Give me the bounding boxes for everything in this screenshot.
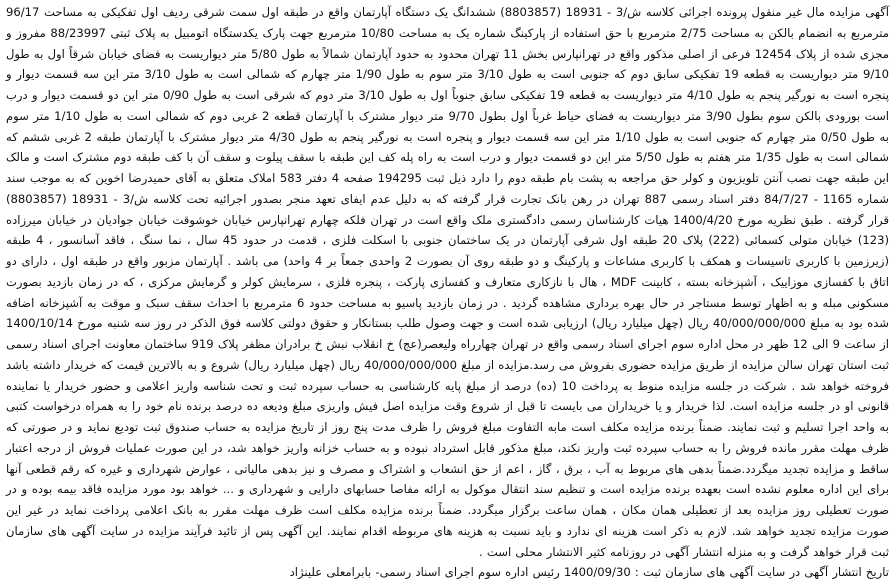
auction-notice: [6, 2, 890, 580]
notice-footer-text: تاریخ انتشار آگهی در سایت آگهی های سازمان ثبت : 1400/09/30 رئیس اداره سوم اجرای اسناد رسمی- بابرامعلی علینژاد: [289, 565, 889, 580]
notice-body-text: آگهی مزایده مال غیر منقول پرونده اجرائی کلاسه ش/3 - 18931 (8803857) ششدانگ یک دستگاه آپارتمان واقع در طبقه اول سمت شرقی ردیف اول تفکیکی به مساحت 96/17 مترمربع به انضمام بالکن به مساحت 2/75 مترمربع با حق استفاده از پارکینگ شماره یک به مساحت 10/80 مترمربع جهت پارک یکدستگاه اتومبیل به پلاک ثبتی 88/23997 مفروز و مجزی شده از پلاک 12454 فرعی از اصلی مذکور واقع در تهرانپارس بخش 11 تهران محدود به حدود آپارتمان شمالاً به طول 5/80 متر دیواریست به فضای خیابان شرقاً اول به طول 9/10 متر دیواریست به قطعه 19 تفکیکی سابق دوم که جنوبی است به طول 3/10 متر سوم به طول 1/90 متر چهارم که شمالی است به طول 3/10 متر این سه قسمت دیوار و پنجره است به نورگیر پنجم به طول 4/10 متر دیواریست به قطعه 19 تفکیکی سابق جنوباً اول به طول 3/10 متر دوم که شرقی است به طول 0/90 متر این دو قسمت دیوار و درب است بورودی بالکن سوم بطول 3/90 متر دیواریست به فضای حیاط غرباً اول بطول 9/70 متر دیوار مشترک با آپارتمان قطعه 2 غربی دوم که شمالی است به طول 1/10 متر سوم به طول 0/50 متر چهارم که جنوبی است به طول 1/10 متر این سه قسمت دیوار و پنجره است به نورگیر پنجم به طول 4/30 متر دیوار مشترک با آپارتمان طبقه 2 غربی ششم که شمالی است به طول 1/35 متر هفتم به طول 5/50 متر این دو قسمت دیوار و درب است به راه پله کف این طبقه با سقف پیلوت و سقف آن با کف طبقه دوم مشترک است و مالک این طبقه جهت نصب آنتن تلویزیون و کولر حق مراجعه به پشت بام طبقه دوم را دارد ذیل ثبت 194295 صفحه 4 دفتر 583 املاک متعلق به آقای حمیدرضا اخوین که به موجب سند شماره 1165 - 84/7/27 دفتر اسناد رسمی 887 تهران در رهن بانک تجارت قرار گرفته که به دلیل عدم ایفای تعهد منجر بصدور اجرائیه تحت کلاسه ش/3 - 18931 (8803857) قرار گرفته . طبق نظریه مورخ 1400/4/20 هیات کارشناسان رسمی دادگستری ملک واقع است در تهران فلکه چهارم تهرانپارس خیابان خوشوقت خیابان جوادیان در خیابان میرزاده (123) خیابان متولی کسمائی (222) پلاک 20 طبقه اول شرقی آپارتمان در یک ساختمان جنوبی با اسکلت فلزی ، قدمت در حدود 45 سال ، نما سنگ ، فاقد آسانسور ، 4 طبقه (زیرزمین با کاربری تاسیسات و همکف با کاربری مشاعات و پارکینگ و دو طبقه روی آن بصورت 2 واحدی جمعاً بر 4 واحد) می باشد . آپارتمان مزبور واقع در طبقه اول ، دارای دو اتاق با کفسازی موزاییک ، آشپزخانه بسته ، کابینت MDF ، هال با نازکاری متعارف و کفسازی پارکت ، پنجره فلزی ، سرمایش کولر و گرمایش مرکزی ، که در زمان بازدید بصورت مسکونی مبله و به اظهار توسط مستاجر در حال بهره برداری مشاهده گردید . در زمان بازدید پاسیو به مساحت حدود 6 مترمربع با احداث سقف سبک و موقت به آشپزخانه اضافه شده بود به مبلغ 40/000/000/000 ریال (چهل میلیارد ریال) ارزیابی شده است و جهت وصول طلب بستانکار و حقوق دولتی کلاسه فوق الذکر در روز سه شنبه مورخ 1400/10/14 از ساعت 9 الی 12 ظهر در محل اداره سوم اجرای اسناد رسمی واقع در تهران چهارراه ولیعصر(عج) خ انقلاب نبش خ برادران مظفر پلاک 919 ساختمان معاونت اجرای اسناد رسمی ثبت استان تهران سالن مزایده از طریق مزایده حضوری بفروش می رسد.مزایده از مبلغ 40/000/000/000 ریال (چهل میلیارد ریال) شروع و به بالاترین قیمت که خریدار داشته باشد فروخته خواهد شد . شرکت در جلسه مزایده منوط به پرداخت 10 (ده) درصد از مبلغ پایه کارشناسی به حساب سپرده ثبت و تحت شناسه واریز اعلامی و حضور خریدار یا نماینده قانونی او در جلسه مزایده است. لذا خریدار و یا خریداران می بایست تا قبل از شروع وقت مزایده اصل فیش واریزی مبلغ ودیعه ده درصد برنده نام خود را به همراه درخواست کتبی به واحد اجرا تسلیم و ثبت نمایند. ضمناً برنده مزایده مکلف است مابه التفاوت مبلغ فروش را ظرف مدت پنج روز از تاریخ مزایده به حساب صندوق ثبت تودیع نماید و در صورتی که ظرف مهلت مقرر مانده فروش را به حساب سپرده ثبت واریز نکند، مبلغ مذکور قابل استرداد نبوده و به حساب خزانه واریز خواهد شد، در این صورت عملیات فروش از درجه اعتبار ساقط و مزایده تجدید میگردد.ضمناً بدهی های مربوط به آب ، برق ، گاز ، اعم از حق انشعاب و اشتراک و مصرف و نیز بدهی مالیاتی ، عوارض شهرداری و غیره که رقم قطعی آنها برای این اداره معلوم نشده است بعهده برنده مزایده است و تنظیم سند انتقال موکول به ارائه مفاصا حسابهای دارایی و شهرداری و ... خواهد بود مورد مزایده فاقد بیمه بوده و در صورت تعطیلی روز مزایده بعد از تعطیلی همان مکان ، همان ساعت برگزار میگردد. ضمناً برنده مزایده مکلف است ظرف مهلت مقرر به بانک اعلامی پرداخت نماید در غیر این صورت مزایده تجدید خواهد شد. لازم به ذکر است هزینه ای ندارد و باید نسبت به هزینه های مربوطه اقدام نمایند. این آگهی پس از تائید فرآیند مزایده در سایت آگهی های سازمان ثبت قرار خواهد گرفت و به منزله انتشار آگهی در روزنامه کثیر الانتشار محلی است .: [6, 5, 890, 559]
